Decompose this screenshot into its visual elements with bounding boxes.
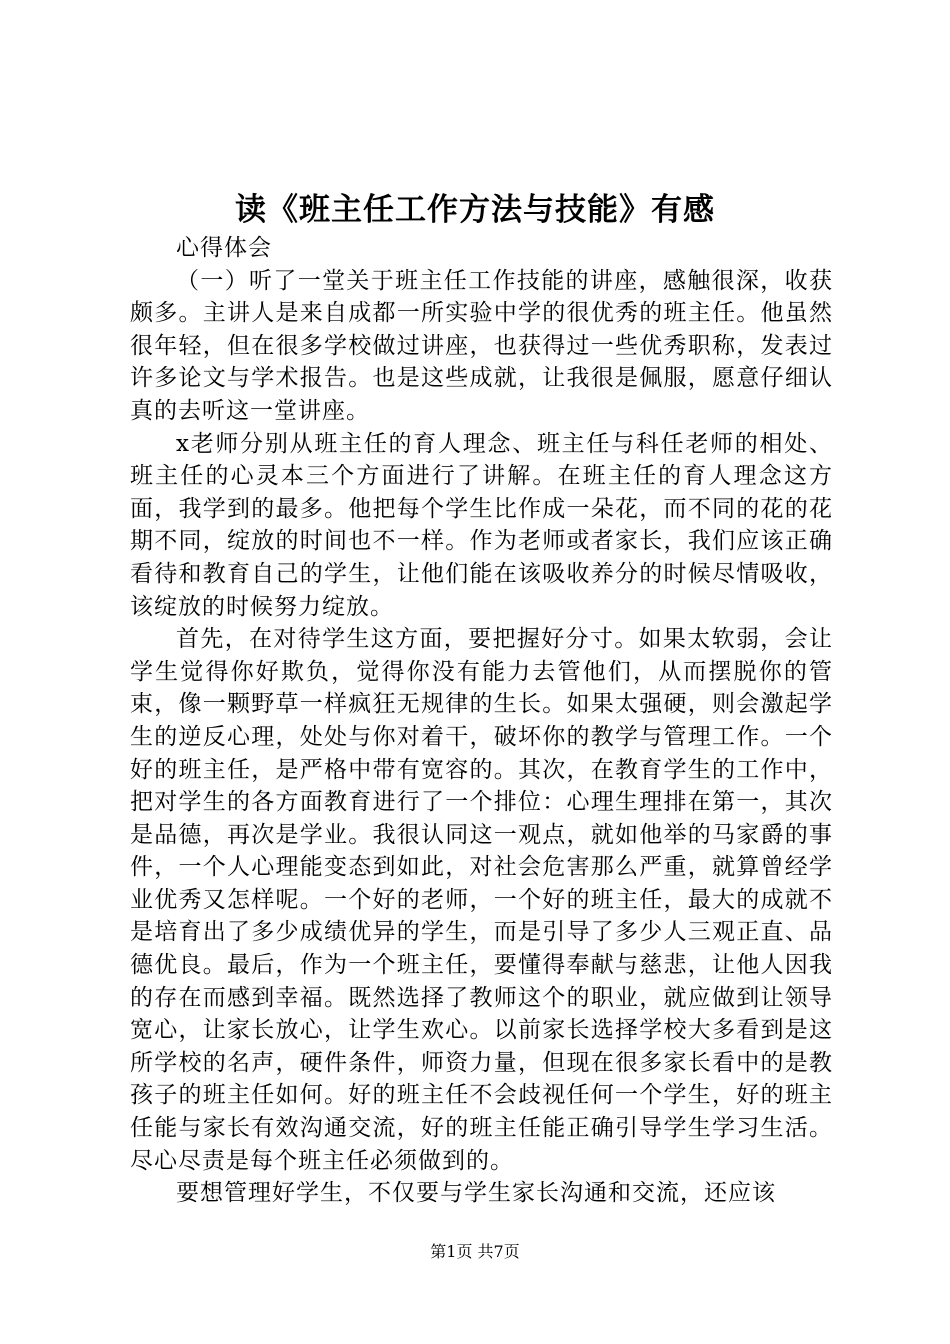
paragraph: （一）听了一堂关于班主任工作技能的讲座，感触很深，收获颇多。主讲人是来自成都一所实验中学的很优秀的班主任。他虽然很年轻，但在很多学校做过讲座，也获得过一些优秀职称，发表过许多论文与学术报告。也是这些成就，让我很是佩服，愿意仔细认真的去听这一堂讲座。 xyxy=(130,267,833,424)
paragraph: 要想管理好学生，不仅要与学生家长沟通和交流，还应该 xyxy=(176,1180,776,1207)
paragraph: x老师分别从班主任的育人理念、班主任与科任老师的相处、班主任的心灵本三个方面进行了讲解。在班主任的育人理念这方面，我学到的最多。他把每个学生比作成一朵花，而不同的花的花期不同，绽放的时间也不一样。作为老师或者家长，我们应该正确看待和教育自己的学生，让他们能在该吸收养分的时候尽情吸收，该绽放的时候努力绽放。 xyxy=(130,430,833,620)
section-heading: 心得体会 xyxy=(176,235,272,261)
document-title: 读《班主任工作方法与技能》有感 xyxy=(235,192,715,228)
page-footer: 第1页 共7页 xyxy=(430,1242,520,1261)
document-body xyxy=(130,232,833,1210)
paragraph: 首先，在对待学生这方面，要把握好分寸。如果太软弱，会让学生觉得你好欺负，觉得你没有能力去管他们，从而摆脱你的管束，像一颗野草一样疯狂无规律的生长。如果太强硬，则会激起学生的逆反心理，处处与你对着干，破坏你的教学与管理工作。一个好的班主任，是严格中带有宽容的。其次，在教育学生的工作中，把对学生的各方面教育进行了一个排位：心理生理排在第一，其次是品德，再次是学业。我很认同这一观点，就如他举的马家爵的事件，一个人心理能变态到如此，对社会危害那么严重，就算曾经学业优秀又怎样呢。一个好的老师，一个好的班主任，最大的成就不是培育出了多少成绩优异的学生，而是引导了多少人三观正直、品德优良。最后，作为一个班主任，要懂得奉献与慈悲，让他人因我的存在而感到幸福。既然选择了教师这个的职业，就应做到让领导宽心，让家长放心，让学生欢心。以前家长选择学校大多看到是这所学校的名声，硬件条件，师资力量，但现在很多家长看中的是教孩子的班主任如何。好的班主任不会歧视任何一个学生，好的班主任能与家长有效沟通交流，好的班主任能正确引导学生学习生活。尽心尽责是每个班主任必须做到的。 xyxy=(130,626,833,1174)
